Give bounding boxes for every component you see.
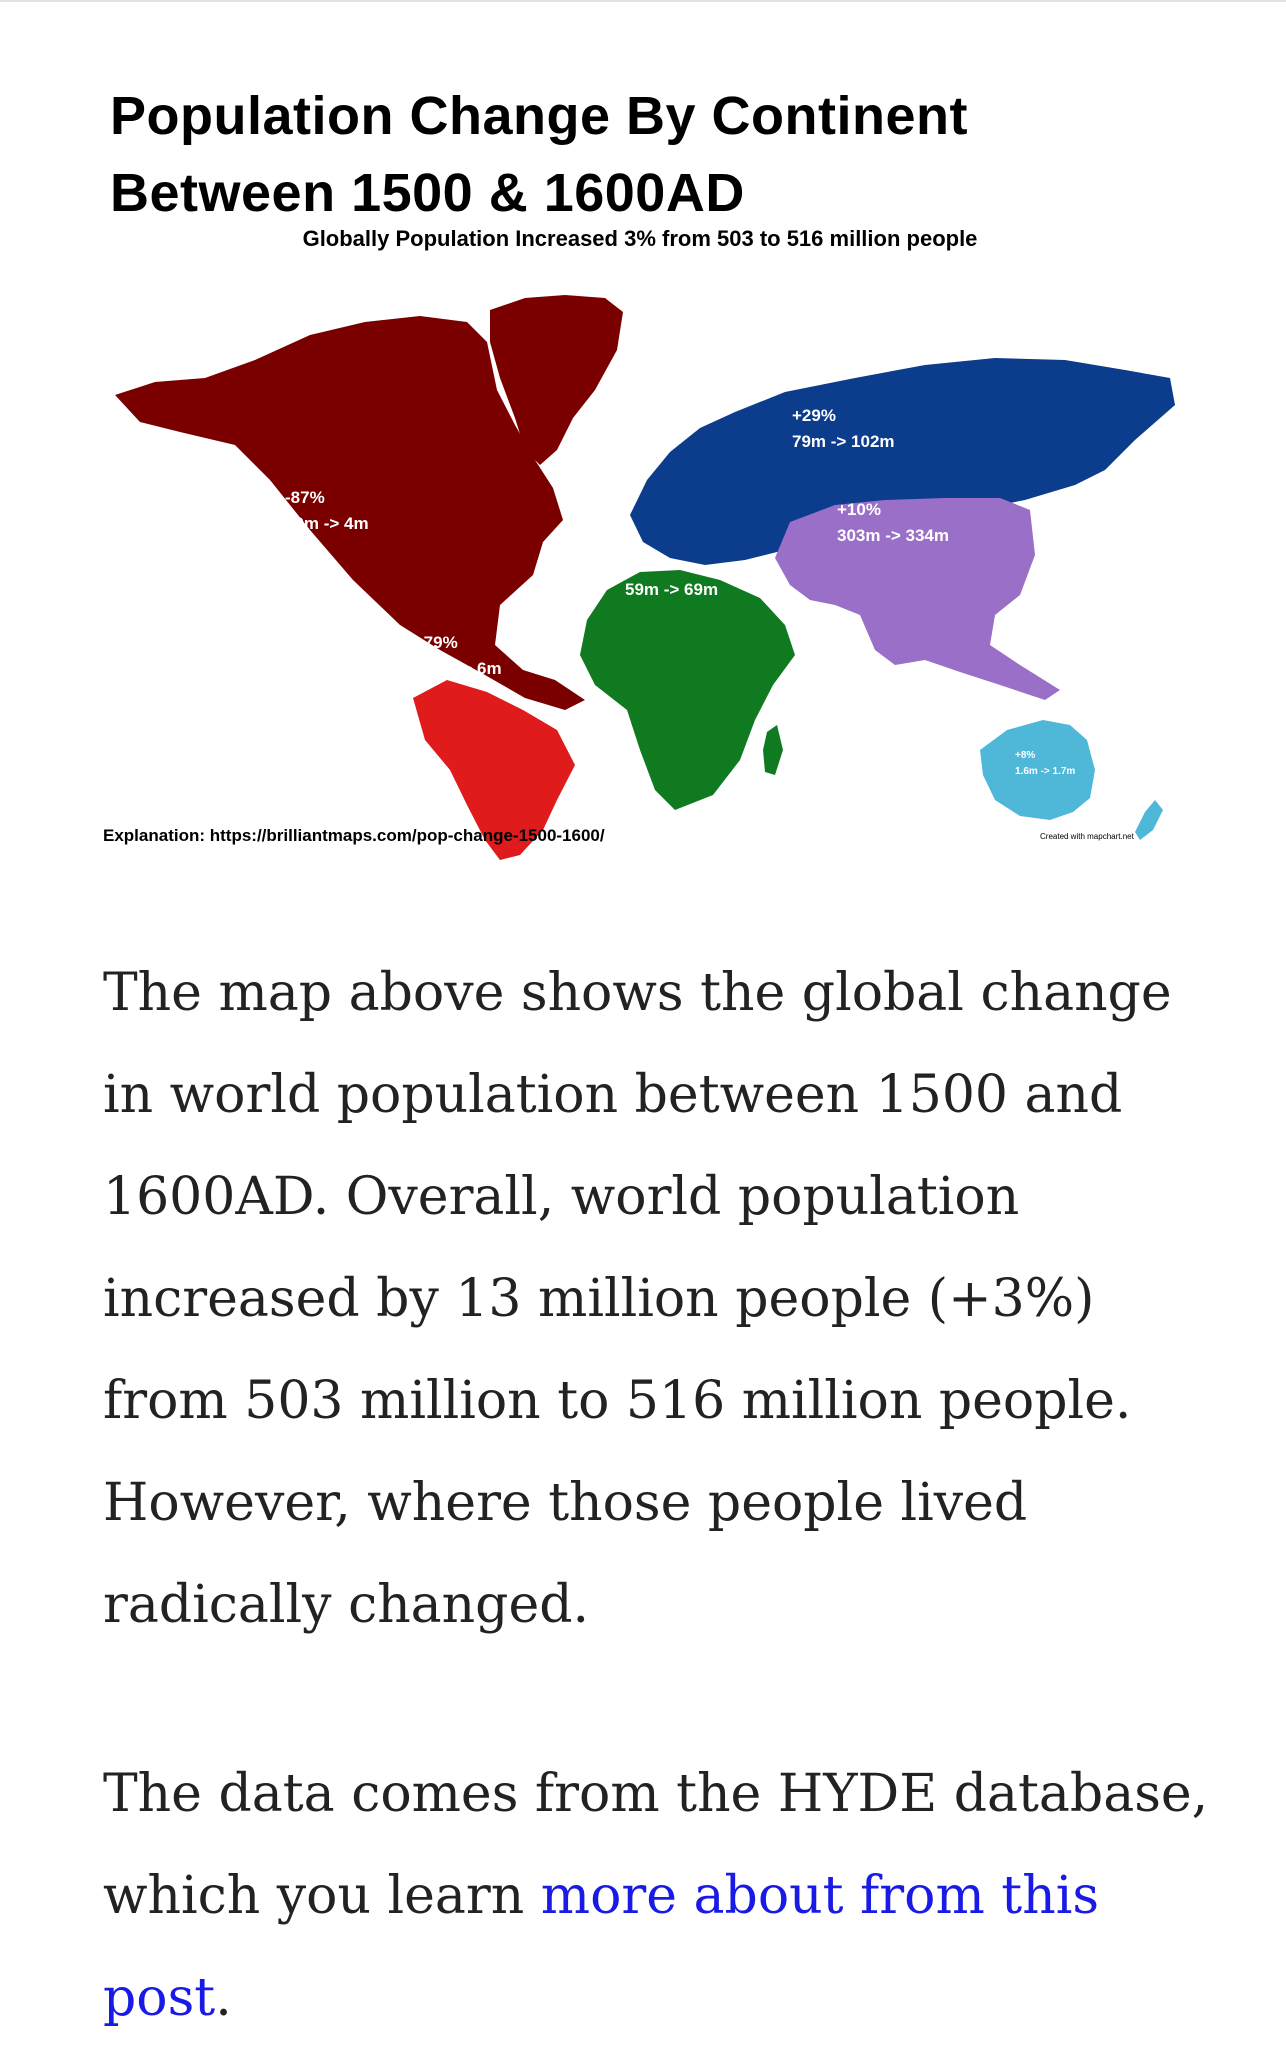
europe-change: +29% (792, 406, 836, 425)
article-paragraph-2-text: The data comes from the HYDE database, which you learn (103, 1764, 1209, 1926)
oceania-values: 1.6m -> 1.7m (1015, 766, 1076, 777)
map-title-line2: Between 1500 & 1600AD (110, 163, 745, 223)
asia-label (837, 497, 949, 549)
africa-change: +17% (625, 554, 669, 573)
asia-values: 303m -> 334m (837, 526, 949, 545)
oceania-change: +8% (1015, 750, 1036, 761)
top-divider (0, 0, 1286, 2)
map-subtitle: Globally Population Increased 3% from 503 to 516 million people (302, 226, 978, 251)
africa-values: 59m -> 69m (625, 580, 719, 599)
article-paragraph-2 (103, 1743, 1223, 2049)
population-map-figure (95, 60, 1195, 860)
south-america-change: -79% (418, 633, 458, 652)
north-america-change: -87% (285, 488, 325, 507)
north-america-values: 30m -> 4m (285, 514, 369, 533)
oceania-label (1015, 748, 1075, 780)
south-america-values: 30m -> 6m (418, 659, 502, 678)
europe-values: 79m -> 102m (792, 432, 895, 451)
map-title (110, 78, 968, 232)
hyde-post-link[interactable]: more about from this post (103, 1866, 1100, 2028)
article-paragraph-1: The map above shows the global change in world population between 1500 and 1600AD. Overall, world population increased by 13 million people (+3%) from 503 million to 516 million people. However, where those people lived radically changed. (103, 963, 1172, 1635)
madagascar-region (763, 725, 783, 775)
article-paragraph-2-end: . (215, 1968, 232, 2028)
europe-label (792, 403, 895, 455)
map-credit: Created with mapchart.net (1040, 832, 1134, 841)
north-america-label (285, 485, 369, 537)
map-explanation: Explanation: https://brilliantmaps.com/pop-change-1500-1600/ (103, 826, 605, 845)
map-title-line1: Population Change By Continent (110, 86, 968, 146)
africa-region (580, 570, 795, 810)
asia-change: +10% (837, 500, 881, 519)
south-america-label (418, 630, 502, 682)
new-zealand-region (1135, 800, 1163, 840)
africa-label (625, 551, 718, 603)
